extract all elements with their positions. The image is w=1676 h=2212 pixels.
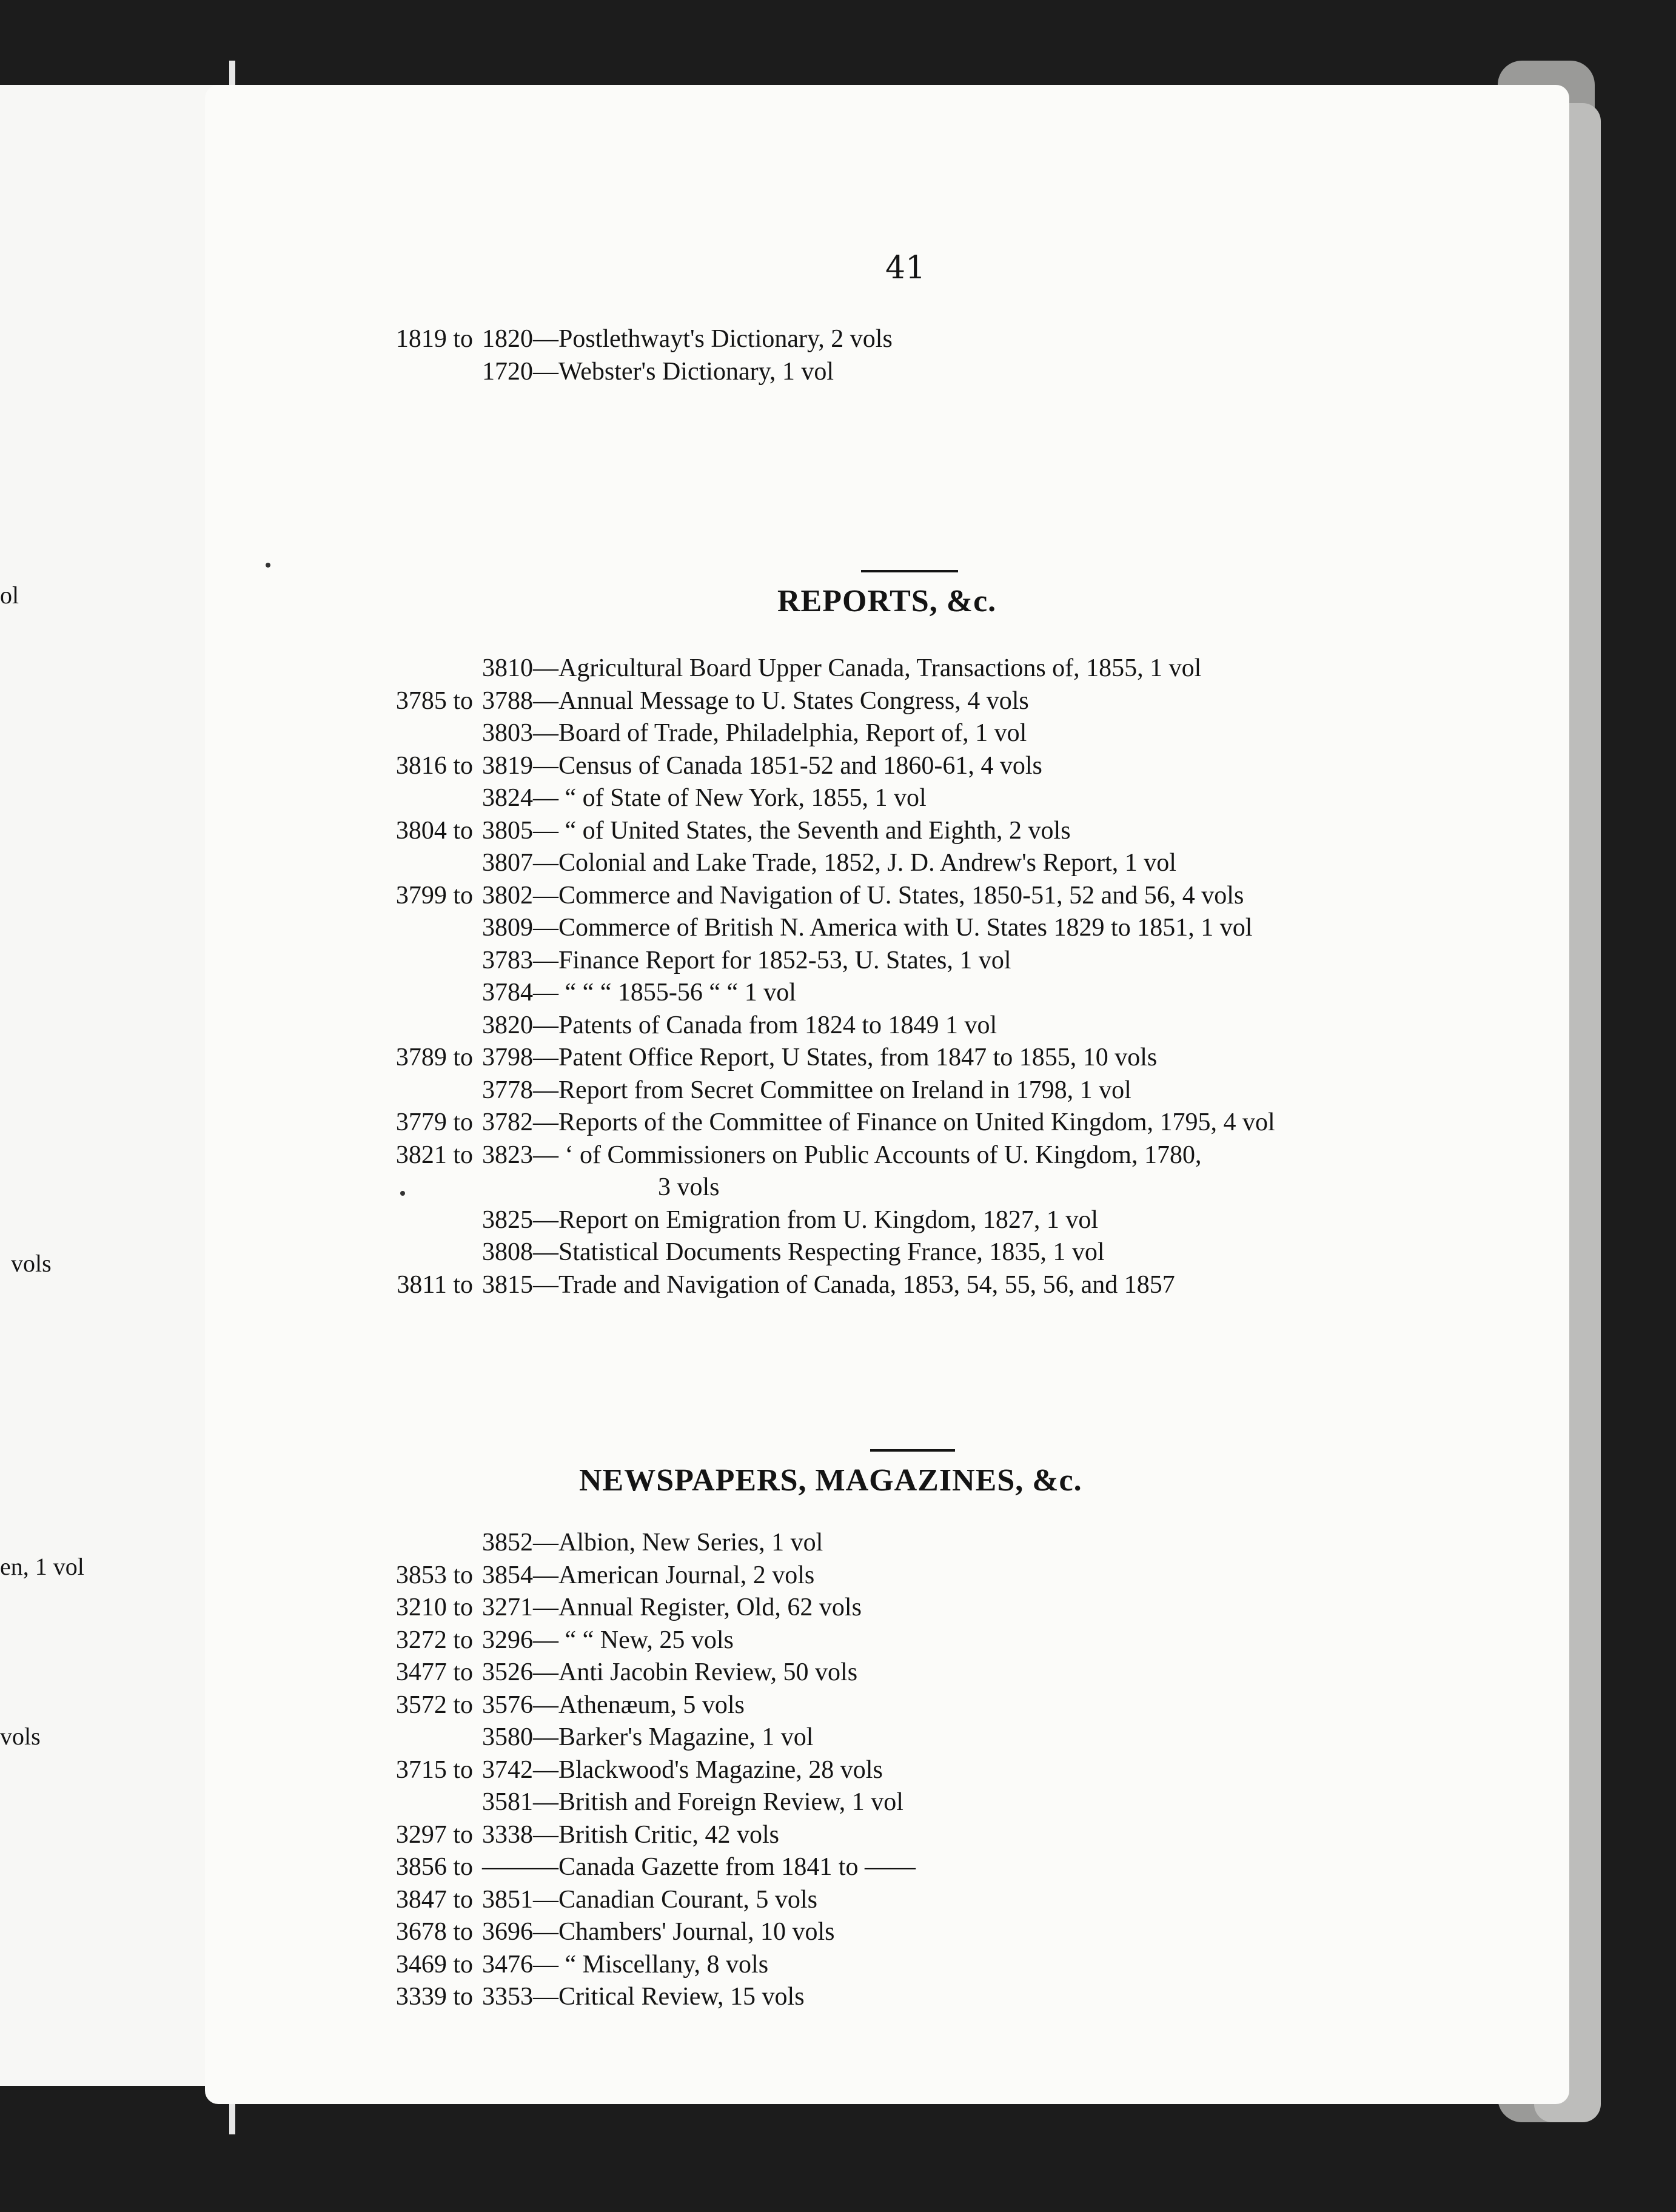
entry-text: 3808—Statistical Documents Respecting France, 1835, 1 vol: [482, 1238, 1105, 1266]
entry-text: 3778—Report from Secret Committee on Ireland in 1798, 1 vol: [482, 1076, 1131, 1104]
entry-text: 3696—Chambers' Journal, 10 vols: [482, 1918, 835, 1946]
entry-text: 3 vols: [658, 1173, 720, 1201]
entry-text: 3784— “ “ “ 1855-56 “ “ 1 vol: [482, 979, 796, 1007]
left-fragment-text: en, 1 vol: [0, 1553, 84, 1580]
entry-text: 3476— “ Miscellany, 8 vols: [482, 1950, 769, 1979]
entry-text: 3823— ‘ of Commissioners on Public Accounts of U. Kingdom, 1780,: [482, 1141, 1202, 1169]
paper-speck: [266, 563, 270, 568]
left-fragment-text: vols: [11, 1250, 52, 1277]
entry-text: 3824— “ of State of New York, 1855, 1 vol: [482, 784, 927, 812]
entry-text: 1820—Postlethwayt's Dictionary, 2 vols: [482, 325, 893, 353]
entry-range: 3477 to: [395, 1658, 473, 1686]
entry-range: 3785 to: [395, 686, 473, 715]
entry-range: 3297 to: [395, 1820, 473, 1849]
section-heading: NEWSPAPERS, MAGAZINES, &c.: [579, 1463, 1082, 1498]
entry-range: 3804 to: [395, 816, 473, 845]
entry-text: 3338—British Critic, 42 vols: [482, 1820, 780, 1849]
entry-range: 3678 to: [395, 1918, 473, 1946]
entry-text: 3798—Patent Office Report, U States, from 1847 to 1855, 10 vols: [482, 1044, 1158, 1071]
entry-text: 3581—British and Foreign Review, 1 vol: [482, 1788, 903, 1816]
entry-text: 3825—Report on Emigration from U. Kingdom, 1827, 1 vol: [482, 1205, 1099, 1234]
entry-range: 3469 to: [395, 1950, 473, 1979]
entry-text: 3782—Reports of the Committee of Finance on United Kingdom, 1795, 4 vol: [482, 1108, 1275, 1136]
section-rule: [870, 1449, 955, 1452]
entry-range: 3847 to: [395, 1885, 473, 1914]
entry-text: 3820—Patents of Canada from 1824 to 1849 1 vol: [482, 1011, 997, 1039]
entry-range: 1819 to: [395, 325, 473, 353]
entry-text: 3526—Anti Jacobin Review, 50 vols: [482, 1658, 858, 1686]
entry-text: 3802—Commerce and Navigation of U. States, 1850-51, 52 and 56, 4 vols: [482, 881, 1244, 910]
entry-text: 3852—Albion, New Series, 1 vol: [482, 1529, 823, 1557]
left-page-fragment: [0, 85, 229, 2086]
left-fragment-text: vols: [0, 1723, 41, 1750]
entry-text: 3805— “ of United States, the Seventh and Eighth, 2 vols: [482, 816, 1071, 845]
entry-text: 3271—Annual Register, Old, 62 vols: [482, 1594, 862, 1621]
entry-text: 3815—Trade and Navigation of Canada, 1853, 54, 55, 56, and 1857: [482, 1270, 1175, 1299]
entry-text: 3580—Barker's Magazine, 1 vol: [482, 1723, 814, 1751]
entry-text: 3854—American Journal, 2 vols: [482, 1561, 815, 1589]
entry-text: 3810—Agricultural Board Upper Canada, Transactions of, 1855, 1 vol: [482, 654, 1202, 682]
paper-speck: [400, 1191, 405, 1196]
entry-text: 3819—Census of Canada 1851-52 and 1860-61, 4 vols: [482, 751, 1042, 780]
entry-range: 3779 to: [395, 1108, 473, 1136]
entry-range: 3272 to: [395, 1626, 473, 1654]
entry-range: 3339 to: [395, 1983, 473, 2011]
entry-range: 3715 to: [395, 1755, 473, 1784]
entry-range: 3572 to: [395, 1691, 473, 1719]
entry-range: 3789 to: [395, 1044, 473, 1071]
entry-range: 3821 to: [395, 1141, 473, 1169]
entry-range: 3853 to: [395, 1561, 473, 1589]
entry-text: 1720—Webster's Dictionary, 1 vol: [482, 357, 834, 386]
section-heading: REPORTS, &c.: [777, 584, 997, 618]
entry-range: 3799 to: [395, 881, 473, 910]
entry-text: 3783—Finance Report for 1852-53, U. States, 1 vol: [482, 946, 1011, 974]
entry-text: 3742—Blackwood's Magazine, 28 vols: [482, 1755, 883, 1784]
section-rule: [861, 570, 958, 572]
entry-text: 3807—Colonial and Lake Trade, 1852, J. D. Andrew's Report, 1 vol: [482, 849, 1176, 877]
entry-text: 3803—Board of Trade, Philadelphia, Report of, 1 vol: [482, 719, 1027, 747]
entry-text: ———Canada Gazette from 1841 to ——: [482, 1853, 916, 1881]
entry-text: 3576—Athenæum, 5 vols: [482, 1691, 745, 1719]
entry-text: 3353—Critical Review, 15 vols: [482, 1983, 805, 2011]
entry-text: 3788—Annual Message to U. States Congress, 4 vols: [482, 686, 1029, 715]
entry-range: 3210 to: [395, 1594, 473, 1621]
page-number: 41: [885, 250, 926, 286]
entry-range: 3816 to: [395, 751, 473, 780]
entry-range: 3811 to: [397, 1270, 473, 1299]
left-fragment-text: ol: [0, 581, 19, 609]
entry-text: 3851—Canadian Courant, 5 vols: [482, 1885, 817, 1914]
entry-text: 3809—Commerce of British N. America with U. States 1829 to 1851, 1 vol: [482, 914, 1253, 942]
entry-range: 3856 to: [395, 1853, 473, 1881]
entry-text: 3296— “ “ New, 25 vols: [482, 1626, 734, 1654]
